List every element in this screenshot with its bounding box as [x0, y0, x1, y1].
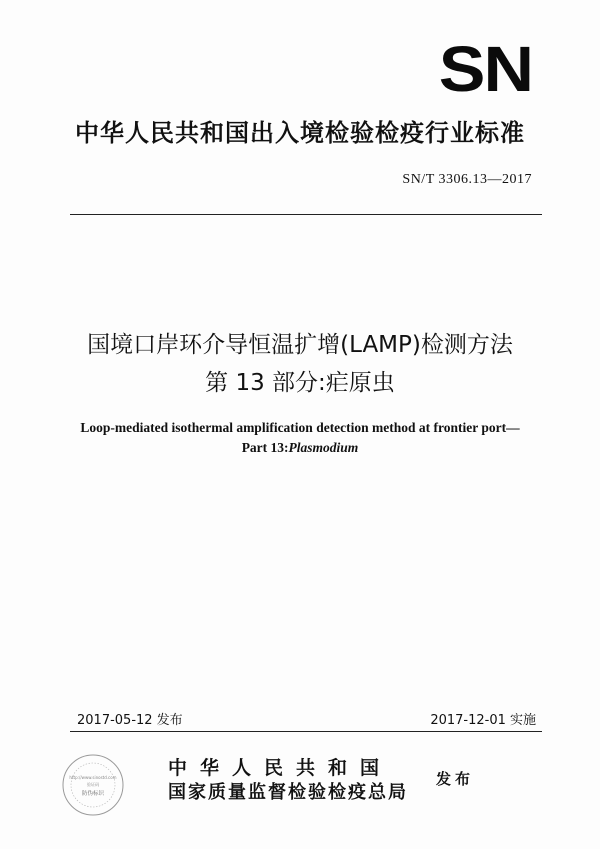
english-title-line-2 — [0, 438, 600, 458]
chinese-title-line-1: 国境口岸环介导恒温扩增(LAMP)检测方法 — [87, 332, 513, 358]
footer-divider — [70, 731, 542, 732]
header-divider — [70, 214, 542, 215]
chinese-title-line-2: 第 13 部分:疟原虫 — [205, 370, 395, 396]
seal-line-a: http://www.sinostd.com — [69, 775, 117, 780]
sn-logo: SN — [438, 33, 532, 105]
standard-type-heading: 中华人民共和国出入境检验检疫行业标准 — [75, 119, 525, 147]
issuer-label: 发布 — [436, 770, 475, 788]
issuing-authority — [168, 755, 408, 805]
english-title — [0, 418, 600, 458]
seal-line-b: 验证码 — [86, 782, 100, 787]
english-title-part-italic: Plasmodium — [288, 440, 359, 455]
seal-center-text: 防伪标识 — [81, 791, 105, 797]
english-title-part-prefix: Part 13: — [241, 440, 289, 455]
english-title-line-1: Loop-mediated isothermal amplification detection method at frontier port— — [80, 420, 520, 435]
anti-counterfeit-seal-icon — [60, 752, 126, 818]
issuer-line-1: 中华人民共和国 — [168, 757, 393, 779]
issuer-line-2: 国家质量监督检验检疫总局 — [168, 782, 408, 803]
standard-code: SN/T 3306.13—2017 — [402, 172, 532, 187]
implementation-date: 2017-12-01 实施 — [430, 713, 536, 728]
issue-date: 2017-05-12 发布 — [77, 713, 183, 728]
chinese-title — [0, 326, 600, 402]
